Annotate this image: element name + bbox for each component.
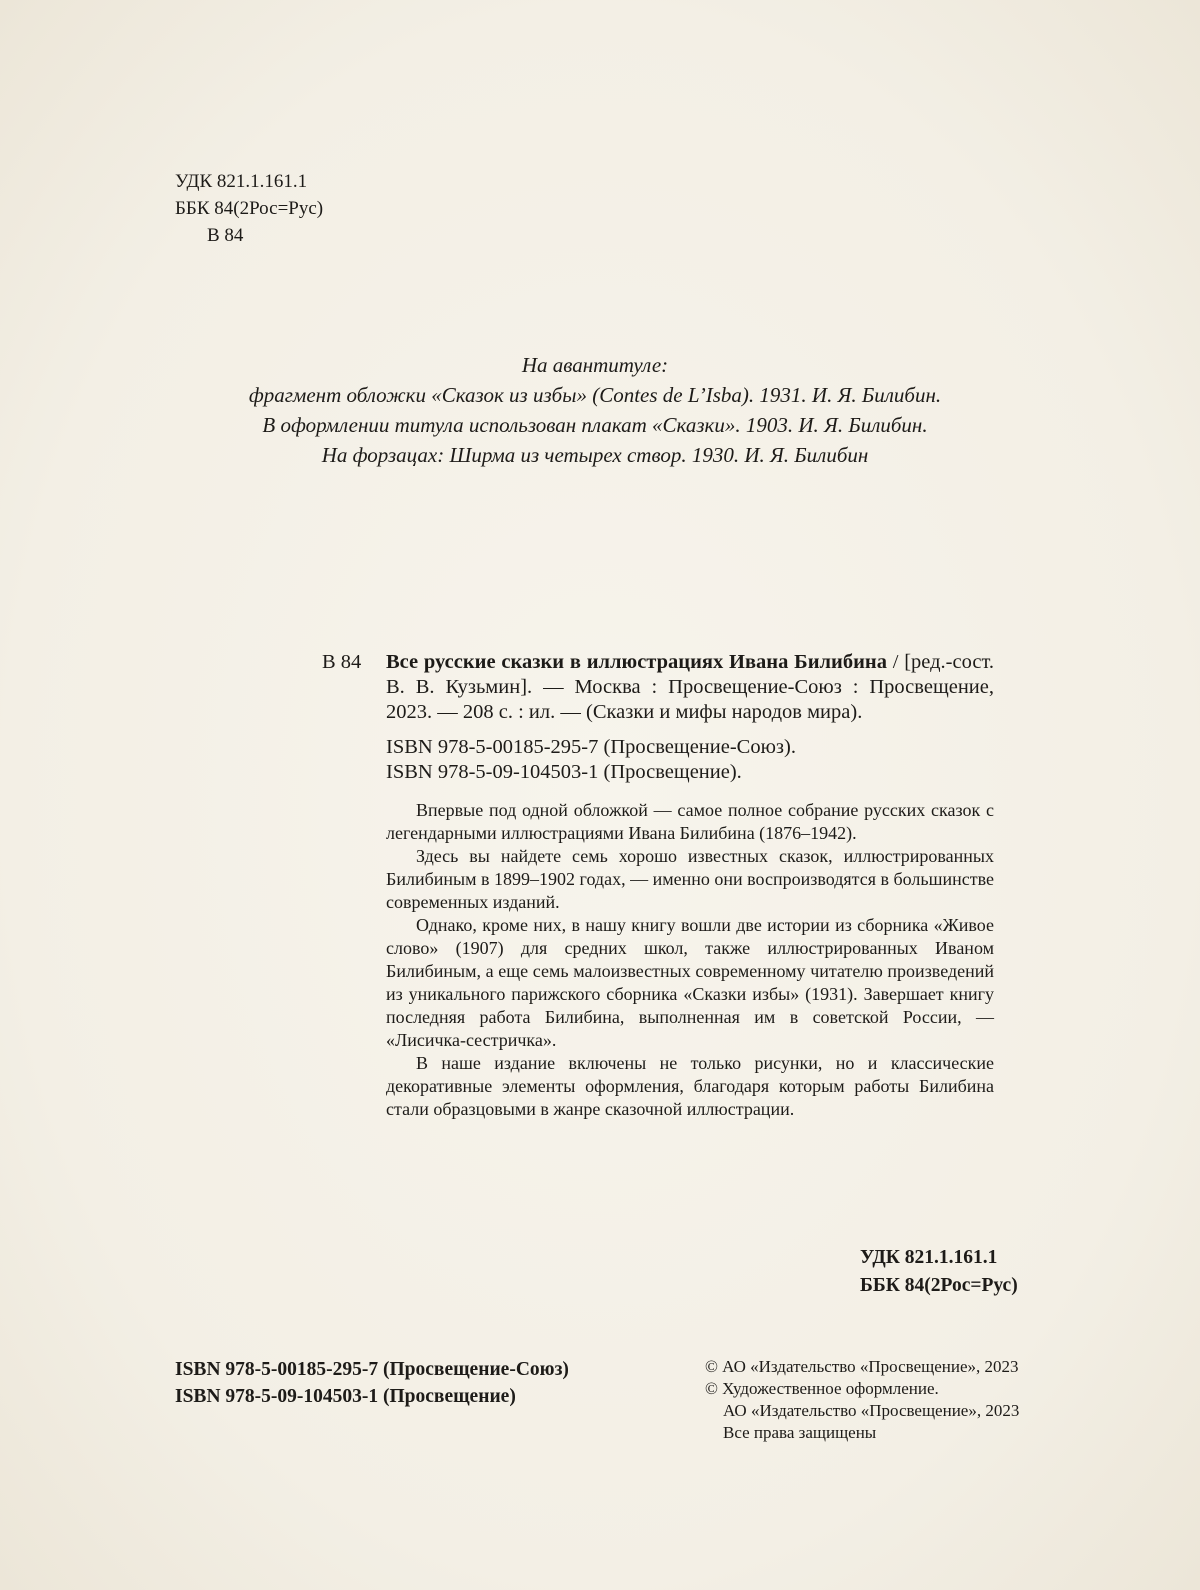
bbk-code: ББК 84(2Рос=Рус) <box>175 198 324 219</box>
copyright-line: © АО «Издательство «Просвещение», 2023 <box>705 1357 1019 1376</box>
rights-reserved: Все права защищены <box>723 1423 877 1442</box>
isbn-line: ISBN 978-5-00185-295-7 (Просвещение-Союз) <box>175 1359 569 1380</box>
udk-code: УДК 821.1.161.1 <box>175 171 308 192</box>
entry-isbn: ISBN 978-5-00185-295-7 (Просвещение-Союз). <box>386 736 796 758</box>
entry-details: / [ред.-сост. В. В. Кузьмин]. — Москва : Просвещение-Союз : Просвещение, 2023. — 208 с. : ил. — (Сказки и мифы народов мира). <box>386 651 994 723</box>
book-title: Все русские сказки в иллюстрациях Ивана Билибина <box>386 651 887 673</box>
classification-codes-bottom <box>860 1244 1018 1300</box>
annotation-paragraph: Впервые под одной обложкой — самое полное собрание русских сказок с легендарными иллюстрациями Ивана Билибина (1876–1942). <box>386 800 994 843</box>
avantitul-line: На форзацах: Ширма из четырех створ. 1930. И. Я. Билибин <box>321 443 869 467</box>
udk-code: УДК 821.1.161.1 <box>860 1247 998 1268</box>
copyright-notice <box>705 1356 1105 1444</box>
annotation <box>386 799 994 1121</box>
avantitul-line: На авантитуле: <box>521 353 669 377</box>
annotation-paragraph: Здесь вы найдете семь хорошо известных сказок, иллюстрированных Билибиным в 1899–1902 годах, — именно они воспроизводятся в большинстве современных изданий. <box>386 846 994 912</box>
copyright-line: АО «Издательство «Просвещение», 2023 <box>723 1401 1020 1420</box>
entry-isbn-list <box>386 735 994 785</box>
bbk-code: ББК 84(2Рос=Рус) <box>860 1275 1018 1296</box>
avantitul-line: фрагмент обложки «Сказок из избы» (Contes de L’Isba). 1931. И. Я. Билибин. <box>248 383 942 407</box>
isbn-block <box>175 1356 569 1410</box>
author-mark: В 84 <box>207 225 244 246</box>
entry-description <box>386 650 994 725</box>
annotation-paragraph: Однако, кроме них, в нашу книгу вошли две истории из сборника «Живое слово» (1907) для средних школ, также иллюстрированных Иваном Билибиным, а еще семь малоизвестных современному читателю произведений из уникального парижского сборника «Сказки избы» (1931). Завершает книгу последняя работа Билибина, выполненная им в советской России, — «Лисичка-сестричка». <box>386 915 994 1050</box>
entry-isbn: ISBN 978-5-09-104503-1 (Просвещение). <box>386 761 742 783</box>
annotation-paragraph: В наше издание включены не только рисунки, но и классические декоративные элементы оформления, благодаря которым работы Билибина стали образцовыми в жанре сказочной иллюстрации. <box>386 1053 994 1119</box>
classification-codes-top <box>175 168 323 249</box>
avantitul-note <box>150 350 1040 470</box>
copyright-line: © Художественное оформление. <box>705 1379 939 1398</box>
isbn-line: ISBN 978-5-09-104503-1 (Просвещение) <box>175 1386 516 1407</box>
entry-author-mark: В 84 <box>322 651 362 673</box>
avantitul-line: В оформлении титула использован плакат «Сказки». 1903. И. Я. Билибин. <box>262 413 928 437</box>
bibliographic-entry <box>322 650 994 1121</box>
